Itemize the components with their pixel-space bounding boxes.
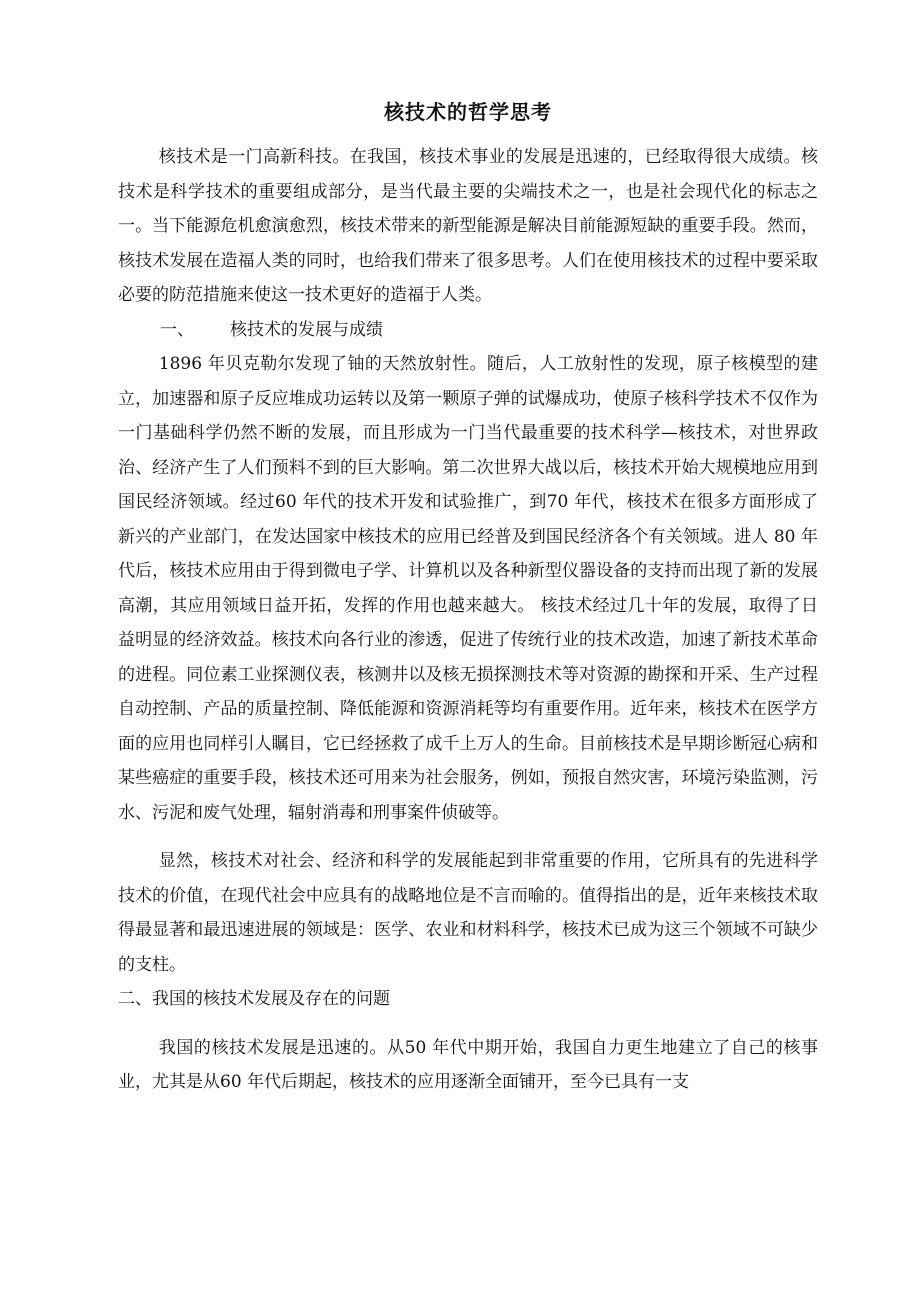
section-1-heading xyxy=(118,313,818,348)
section-2-paragraph-1: 我国的核技术发展是迅速的。从50 年代中期开始，我国自力更生地建立了自己的核事业，尤其是从60 年代后期起，核技术的应用逐渐全面铺开，至今已具有一支 xyxy=(118,1037,818,1092)
section-1-title: 核技术的发展与成绩 xyxy=(230,319,383,340)
paragraph-spacer xyxy=(118,1017,818,1031)
document-title: 核技术的哲学思考 xyxy=(384,100,552,124)
document-page xyxy=(118,92,818,1100)
section-2-heading: 二、我国的核技术发展及存在的问题 xyxy=(118,989,390,1009)
section-1-paragraph-1: 1896 年贝克勒尔发现了铀的天然放射性。随后，人工放射性的发现，原子核模型的建立，加速器和原子反应堆成功运转以及第一颗原子弹的试爆成功，使原子核科学技术不仅作为一门基础科学仍然不断的发展，而且形成为一门当代最重要的技术科学—核技术，对世界政治、经济产生了人们预料不到的巨大影响。第二次世界大战以后，核技术开始大规模地应用到国民经济领域。经过60 年代的技术开发和试验推广，到70 年代，核技术在很多方面形成了新兴的产业部门，在发达国家中核技术的应用已经普及到国民经济各个有关领域。进人 80 年代后，核技术应用由于得到微电子学、计算机以及各种新型仪器设备的支持而出现了新的发展高潮，其应用领域日益开拓，发挥的作用也越来越大。 核技术经过几十年的发展，取得了日益明显的经济效益。核技术向各行业的渗透，促进了传统行业的技术改造，加速了新技术革命的进程。同位素工业探测仪表，核测井以及核无损探测技术等对资源的勘探和开采、生产过程自动控制、产品的质量控制、降低能源和资源消耗等均有重要作用。近年来，核技术在医学方面的应用也同样引人瞩目，它已经拯救了成千上万人的生命。目前核技术是早期诊断冠心病和某些癌症的重要手段，核技术还可用来为社会服务，例如，预报自然灾害，环境污染监测，污水、污泥和废气处理，辐射消毒和刑事案件侦破等。 xyxy=(118,354,818,823)
section-1-paragraph-2: 显然，核技术对社会、经济和科学的发展能起到非常重要的作用，它所具有的先进科学技术的价值，在现代社会中应具有的战略地位是不言而喻的。值得指出的是，近年来核技术取得最显著和最迅速进展的领域是：医学、农业和材料科学，核技术已成为这三个领域不可缺少的支柱。 xyxy=(118,851,818,975)
paragraph-spacer xyxy=(118,830,818,844)
intro-paragraph: 核技术是一门高新科技。在我国，核技术事业的发展是迅速的，已经取得很大成绩。核技术是科学技术的重要组成部分，是当代最主要的尖端技术之一，也是社会现代化的标志之一。当下能源危机愈演愈烈，核技术带来的新型能源是解决目前能源短缺的重要手段。然而，核技术发展在造福人类的同时，也给我们带来了很多思考。人们在使用核技术的过程中要采取必要的防范措施来使这一技术更好的造福于人类。 xyxy=(118,147,818,305)
section-1-number: 一、 xyxy=(160,319,194,340)
